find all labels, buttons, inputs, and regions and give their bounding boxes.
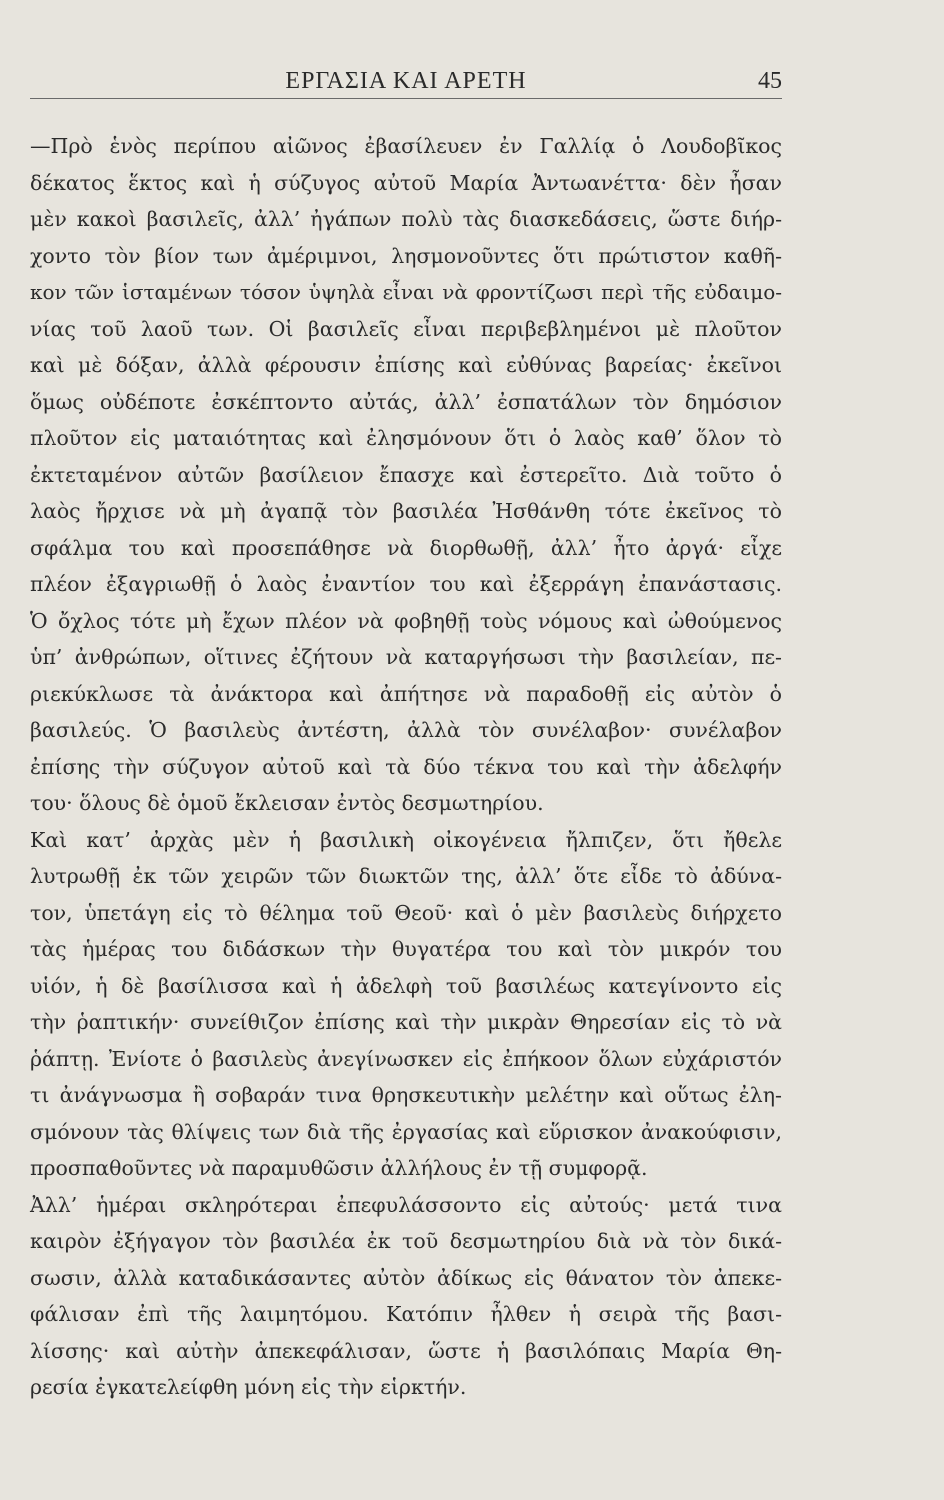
text-line: σωσιν, ἀλλὰ καταδικάσαντες αὐτὸν ἀδίκως εἰς θάνατον τὸν ἀπεκε- [30,1265,782,1290]
text-line: υἱόν, ἡ δὲ βασίλισσα καὶ ἡ ἀδελφὴ τοῦ βασιλέως κατεγίνοντο εἰς [30,973,782,998]
text-line: ῥάπτῃ. Ἐνίοτε ὁ βασιλεὺς ἀνεγίνωσκεν εἰς ἐπήκοον ὅλων εὐχάριστόν [30,1046,782,1071]
text-line: Καὶ κατ’ ἀρχὰς μὲν ἡ βασιλικὴ οἰκογένεια ἤλπιζεν, ὅτι ἤθελε [30,827,782,852]
text-line: σμόνουν τὰς θλίψεις των διὰ τῆς ἐργασίας καὶ εὕρισκον ἀνακούφισιν, [30,1119,782,1144]
text-line: πλέον ἐξαγριωθῇ ὁ λαὸς ἐναντίον του καὶ ἐξερράγη ἐπανάστασις. [30,572,782,596]
text-line: δέκατος ἕκτος καὶ ἡ σύζυγος αὐτοῦ Μαρία Ἀντωανέττα· δὲν ἦσαν [30,170,782,195]
text-line: λίσσης· καὶ αὐτὴν ἀπεκεφάλισαν, ὥστε ἡ βασιλόπαις Μαρία Θη- [30,1338,782,1363]
text-line: λαὸς ἤρχισε νὰ μὴ ἀγαπᾷ τὸν βασιλέα Ἠσθάνθη τότε ἐκεῖνος τὸ [30,499,782,523]
text-line: σφάλμα του καὶ προσεπάθησε νὰ διορθωθῇ, ἀλλ’ ἦτο ἀργά· εἶχε [30,535,782,560]
text-line: πλοῦτον εἰς ματαιότητας καὶ ἐλησμόνουν ὅτι ὁ λαὸς καθ’ ὅλον τὸ [30,426,782,450]
page-number: 45 [758,68,782,94]
text-line: ἐκτεταμένον αὐτῶν βασίλειον ἔπασχε καὶ ἐστερεῖτο. Διὰ τοῦτο ὁ [30,462,782,487]
text-line: καιρὸν ἐξήγαγον τὸν βασιλέα ἐκ τοῦ δεσμωτηρίου διὰ νὰ τὸν δικά- [30,1229,782,1253]
text-line: τὴν ῥαπτικήν· συνείθιζον ἐπίσης καὶ τὴν μικρὰν Θηρεσίαν εἰς τὸ νὰ [30,1010,782,1034]
text-line: —Πρὸ ἑνὸς περίπου αἰῶνος ἐβασίλευεν ἐν Γαλλίᾳ ὁ Λουδοβῖκος [30,134,782,158]
text-line: χοντο τὸν βίον των ἀμέριμνοι, λησμονοῦντες ὅτι πρώτιστον καθῆ- [30,243,782,268]
text-line: βασιλεύς. Ὁ βασιλεὺς ἀντέστη, ἀλλὰ τὸν συνέλαβον· συνέλαβον [30,718,782,742]
text-line: ὅμως οὐδέποτε ἐσκέπτοντο αὐτάς, ἀλλ’ ἐσπατάλων τὸν δημόσιον [30,389,782,414]
running-title: ΕΡΓΑΣΙΑ ΚΑΙ ΑΡΕΤΗ [285,68,527,94]
text-line: ρεσία ἐγκατελείφθη μόνη εἰς τὴν εἱρκτήν. [30,1375,467,1399]
text-line: καὶ μὲ δόξαν, ἀλλὰ φέρουσιν ἐπίσης καὶ εὐθύνας βαρείας· ἐκεῖνοι [30,353,782,377]
text-line: ἐπίσης τὴν σύζυγον αὐτοῦ καὶ τὰ δύο τέκνα του καὶ τὴν ἀδελφήν [30,754,782,779]
text-line: τον, ὑπετάγη εἰς τὸ θέλημα τοῦ Θεοῦ· καὶ ὁ μὲν βασιλεὺς διήρχετο [30,900,782,925]
text-line: φάλισαν ἐπὶ τῆς λαιμητόμου. Κατόπιν ἦλθεν ἡ σειρὰ τῆς βασι- [30,1302,782,1326]
body-text [30,128,782,1406]
text-line: του· ὅλους δὲ ὁμοῦ ἔκλεισαν ἐντὸς δεσμωτηρίου. [30,791,544,815]
header-rule [30,98,782,99]
text-line: ριεκύκλωσε τὰ ἀνάκτορα καὶ ἀπήτησε νὰ παραδοθῇ εἰς αὐτὸν ὁ [30,681,782,706]
text-line: λυτρωθῇ ἐκ τῶν χειρῶν τῶν διωκτῶν της, ἀλλ’ ὅτε εἶδε τὸ ἀδύνα- [30,864,782,888]
text-line: προσπαθοῦντες νὰ παραμυθῶσιν ἀλλήλους ἐν τῇ συμφορᾷ. [30,1156,648,1180]
text-line: τὰς ἡμέρας του διδάσκων τὴν θυγατέρα του καὶ τὸν μικρόν του [30,937,782,961]
text-line: νίας τοῦ λαοῦ των. Οἱ βασιλεῖς εἶναι περιβεβλημένοι μὲ πλοῦτον [30,316,782,341]
text-line: Ὁ ὄχλος τότε μὴ ἔχων πλέον νὰ φοβηθῇ τοὺς νόμους καὶ ὠθούμενος [30,608,782,633]
text-line: ὑπ’ ἀνθρώπων, οἵτινες ἐζήτουν νὰ καταργήσωσι τὴν βασιλείαν, πε- [30,645,782,669]
text-line: Ἀλλ’ ἡμέραι σκληρότεραι ἐπεφυλάσσοντο εἰς αὐτούς· μετά τινα [30,1192,782,1217]
page-header [30,68,782,108]
text-line: κον τῶν ἱσταμένων τόσον ὑψηλὰ εἶναι νὰ φροντίζωσι περὶ τῆς εὐδαιμο- [30,280,782,304]
text-line: μὲν κακοὶ βασιλεῖς, ἀλλ’ ἠγάπων πολὺ τὰς διασκεδάσεις, ὥστε διήρ- [30,207,782,231]
text-line: τι ἀνάγνωσμα ἢ σοβαράν τινα θρησκευτικὴν μελέτην καὶ οὕτως ἐλη- [30,1083,782,1107]
